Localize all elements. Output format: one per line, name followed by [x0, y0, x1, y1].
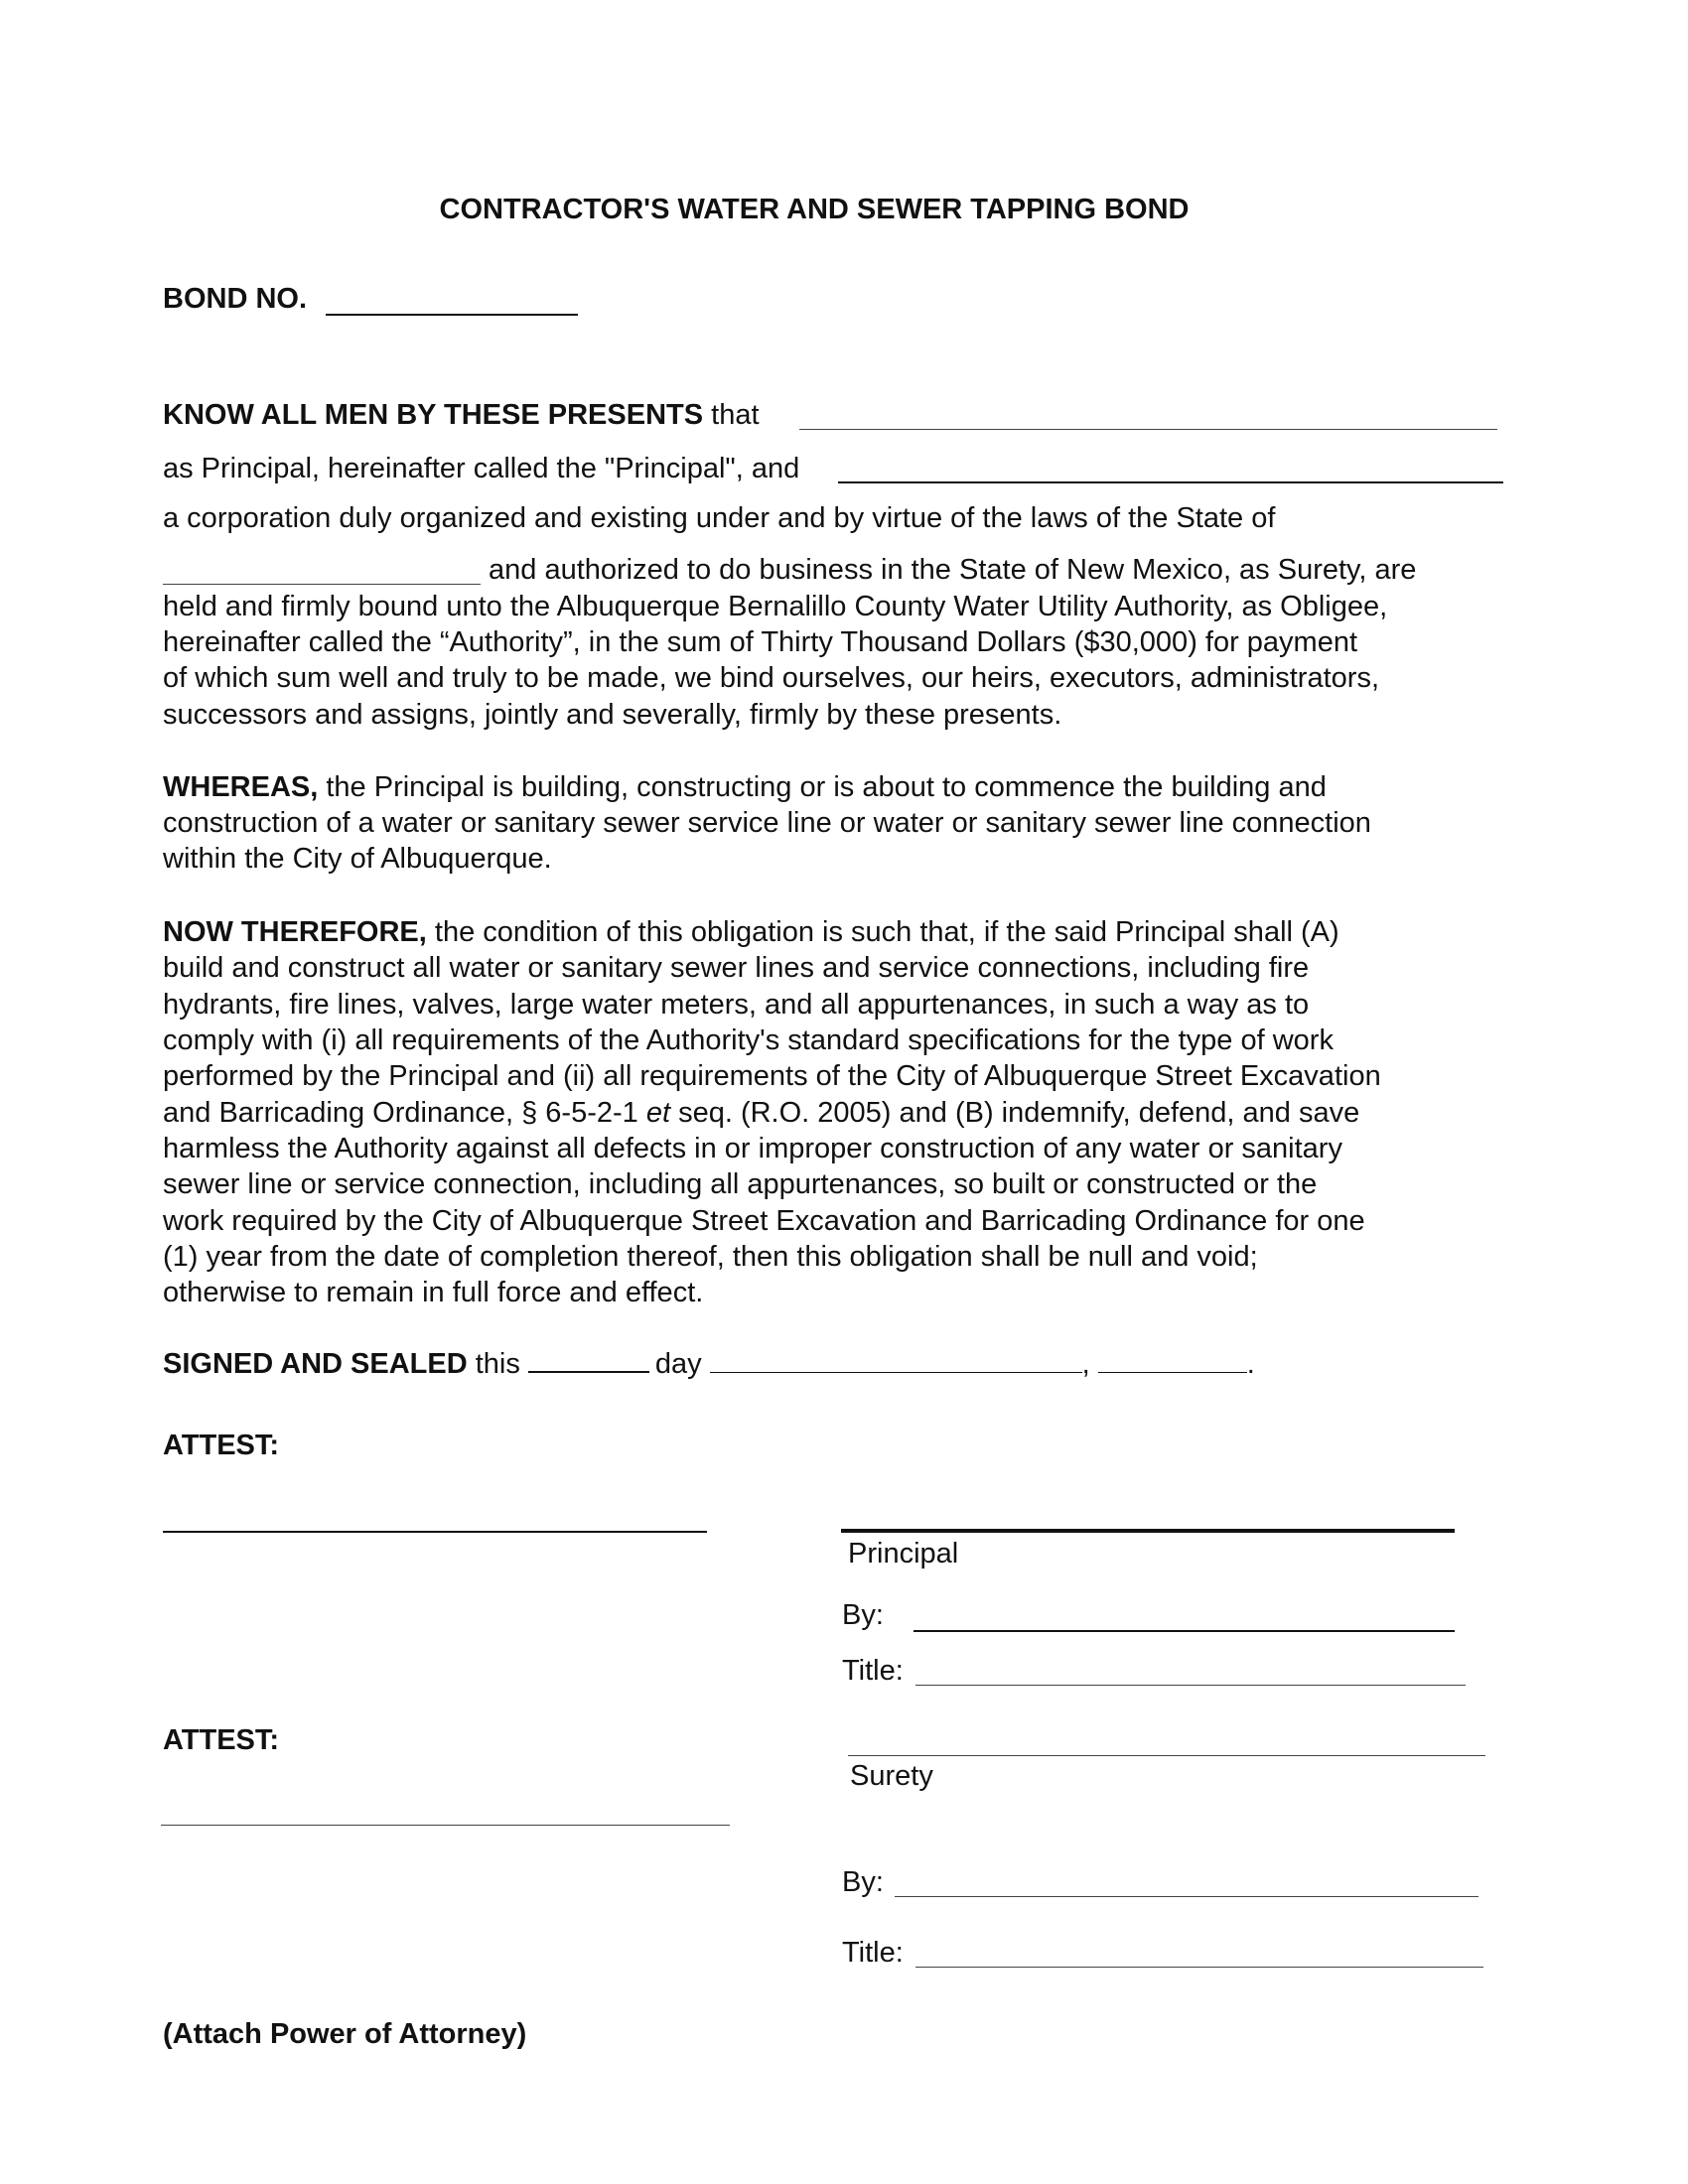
day-field[interactable]: [528, 1349, 649, 1373]
signed-this: this: [467, 1348, 520, 1380]
principal-title-field[interactable]: [915, 1685, 1466, 1686]
document-title: CONTRACTOR'S WATER AND SEWER TAPPING BOND: [439, 194, 1190, 225]
bond-no-label: BOND NO.: [163, 283, 307, 315]
know-all-men-line: [163, 398, 760, 432]
whereas-line-1: [163, 770, 1327, 804]
now-line-6: [163, 1096, 1359, 1130]
signed-period: .: [1246, 1348, 1255, 1380]
year-field[interactable]: [1098, 1350, 1247, 1373]
principal-line: as Principal, hereinafter called the "Principal", and: [163, 453, 800, 484]
bond-no-field[interactable]: [326, 314, 578, 316]
attest-signature-field-1[interactable]: [163, 1531, 707, 1533]
now-line-11: otherwise to remain in full force and effect.: [163, 1277, 704, 1308]
attest-label-1: ATTEST:: [163, 1430, 280, 1461]
signed-line: [163, 1347, 1255, 1381]
now-line-9: work required by the City of Albuquerque Street Excavation and Barricading Ordinance for one: [163, 1205, 1365, 1237]
signed-bold: SIGNED AND SEALED: [163, 1348, 468, 1380]
surety-by-label: By:: [842, 1866, 884, 1898]
now-line-7: harmless the Authority against all defects in or improper construction of any water or sanitary: [163, 1133, 1342, 1164]
principal-name-field[interactable]: [799, 429, 1497, 430]
now-line-10: (1) year from the date of completion thereof, then this obligation shall be null and void;: [163, 1241, 1258, 1273]
surety-title-field[interactable]: [915, 1967, 1483, 1968]
now-line-5: performed by the Principal and (ii) all requirements of the City of Albuquerque Street Excavation: [163, 1060, 1381, 1092]
surety-signature-field[interactable]: [848, 1755, 1485, 1756]
know-bold: KNOW ALL MEN BY THESE PRESENTS: [163, 399, 704, 431]
principal-title-label: Title:: [842, 1655, 904, 1687]
signed-comma: ,: [1081, 1348, 1090, 1380]
now-text-a: and Barricading Ordinance, § 6-5-2-1: [163, 1097, 646, 1129]
attest-label-2: ATTEST:: [163, 1724, 280, 1756]
now-line-2: build and construct all water or sanitary sewer lines and service connections, including fire: [163, 952, 1310, 984]
surety-line-3: hereinafter called the “Authority”, in the sum of Thirty Thousand Dollars ($30,000) for payment: [163, 626, 1358, 658]
whereas-line-3: within the City of Albuquerque.: [163, 843, 552, 875]
whereas-line-2: construction of a water or sanitary sewer service line or water or sanitary sewer line connection: [163, 807, 1371, 839]
now-line-4: comply with (i) all requirements of the Authority's standard specifications for the type of work: [163, 1024, 1334, 1056]
signed-day: day: [654, 1348, 702, 1380]
attach-power-of-attorney: (Attach Power of Attorney): [163, 2018, 527, 2050]
whereas-text: the Principal is building, constructing or is about to commence the building and: [318, 771, 1327, 803]
principal-label: Principal: [848, 1538, 959, 1570]
surety-label: Surety: [850, 1760, 933, 1792]
now-text-b: seq. (R.O. 2005) and (B) indemnify, defend, and save: [670, 1097, 1360, 1129]
surety-line-4: of which sum well and truly to be made, we bind ourselves, our heirs, executors, administrators,: [163, 662, 1379, 694]
corporation-line: a corporation duly organized and existing under and by virtue of the laws of the State of: [163, 502, 1276, 534]
surety-state-field[interactable]: [163, 584, 481, 585]
month-field[interactable]: [710, 1350, 1082, 1373]
principal-by-label: By:: [842, 1599, 884, 1631]
attest-signature-field-2[interactable]: [161, 1825, 730, 1826]
surety-title-label: Title:: [842, 1937, 904, 1969]
now-line-3: hydrants, fire lines, valves, large water meters, and all appurtenances, in such a way as to: [163, 989, 1310, 1021]
whereas-bold: WHEREAS,: [163, 771, 319, 803]
now-bold: NOW THEREFORE,: [163, 916, 427, 948]
surety-name-field[interactable]: [838, 481, 1503, 483]
now-line-8: sewer line or service connection, including all appurtenances, so built or constructed or the: [163, 1168, 1318, 1200]
principal-by-field[interactable]: [914, 1630, 1455, 1632]
surety-line-1: and authorized to do business in the State of New Mexico, as Surety, are: [489, 554, 1417, 586]
surety-by-field[interactable]: [895, 1896, 1478, 1897]
now-line-1: [163, 915, 1339, 949]
now-italic: et: [645, 1097, 671, 1129]
now-text: the condition of this obligation is such that, if the said Principal shall (A): [426, 916, 1339, 948]
principal-signature-field[interactable]: [841, 1529, 1455, 1533]
surety-line-5: successors and assigns, jointly and severally, firmly by these presents.: [163, 699, 1062, 731]
surety-line-2: held and firmly bound unto the Albuquerque Bernalillo County Water Utility Authority, as Obligee,: [163, 591, 1388, 622]
know-rest: that: [703, 399, 760, 431]
